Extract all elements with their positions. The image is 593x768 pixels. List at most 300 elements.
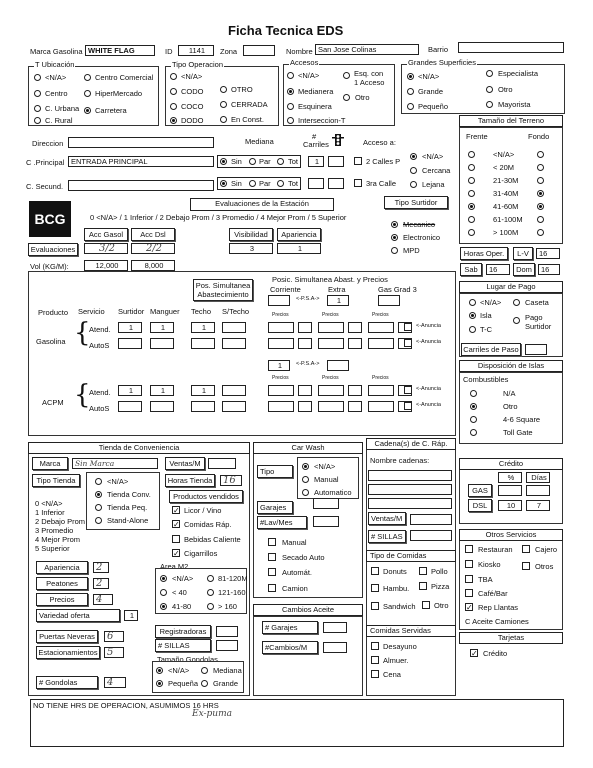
pos-simult-button[interactable]	[193, 279, 253, 301]
cambios-garajes-field[interactable]	[323, 622, 347, 633]
acpm-price-1-2[interactable]	[368, 401, 394, 412]
carwash-tipo-button[interactable]: Tipo	[257, 465, 293, 478]
marca-tienda-button[interactable]: Marca	[32, 457, 68, 470]
credito-dsl-dias[interactable]: 7	[526, 500, 550, 511]
terreno-opt-2: 21-30M	[493, 176, 519, 185]
ubicacion-hiper-radio[interactable]	[84, 90, 91, 97]
area-title: Area M2	[160, 562, 189, 571]
cw-auto-label: Automatico	[314, 488, 352, 497]
credito-gas-pct[interactable]	[498, 485, 522, 496]
registradoras-button[interactable]: Registradoras	[155, 625, 211, 638]
op-na-label: <N/A>	[181, 72, 203, 81]
psa-field0[interactable]	[268, 295, 290, 306]
gas-cell-1-0[interactable]	[118, 338, 142, 349]
surtidor-col-label: Surtidor	[118, 307, 145, 316]
gas-atend-label: Atend.	[89, 325, 111, 334]
terreno-opt-5: 61-100M	[493, 215, 523, 224]
eval-dsl-field[interactable]: 2/2	[131, 243, 175, 254]
ventas-tienda-field[interactable]	[208, 458, 236, 469]
cw-na-radio[interactable]	[302, 463, 309, 470]
vol-label: Vol (KG/M):	[30, 262, 69, 271]
horas-oper-button[interactable]: Horas Oper.	[460, 247, 508, 260]
zona-label: Zona	[220, 47, 238, 56]
sandwich-check[interactable]	[371, 602, 379, 610]
area-121-radio[interactable]	[207, 589, 214, 596]
gas-cell-1-2[interactable]	[191, 338, 215, 349]
frente-radio-2[interactable]	[468, 177, 475, 184]
puertas-button[interactable]: Puertas Neveras	[36, 630, 98, 643]
lav-button[interactable]: #Lav/Mes	[257, 516, 307, 529]
tarjetas-credito-label: Crédito	[483, 649, 508, 658]
sup-especialista-radio[interactable]	[486, 70, 493, 77]
acc-inter-radio[interactable]	[287, 117, 294, 124]
gasolina-brace: {	[74, 318, 91, 348]
acpm-price-0-0[interactable]	[268, 385, 294, 396]
bebidas-check[interactable]	[172, 535, 180, 543]
ventas-tienda-button[interactable]: Ventas/M	[165, 457, 205, 470]
cambios-m-button[interactable]: #Cambios/M	[262, 641, 318, 654]
surtidor-mecanico-radio[interactable]	[391, 221, 398, 228]
cambios-garajes-button[interactable]: # Garajes	[262, 621, 318, 634]
apariencia-button[interactable]: Apariencia	[277, 228, 321, 241]
surtidor-mpd-radio[interactable]	[391, 247, 398, 254]
op-na-radio[interactable]	[170, 73, 177, 80]
acc-otro-radio[interactable]	[343, 94, 350, 101]
acc-gasol-button[interactable]: Acc Gasol	[84, 228, 128, 241]
terreno-group	[459, 127, 563, 244]
gas-cell-1-3[interactable]	[222, 338, 246, 349]
acpm-price-0-1[interactable]	[318, 385, 344, 396]
acc-medianera-radio[interactable]	[287, 88, 294, 95]
garajes-button[interactable]: Garajes	[257, 501, 293, 514]
tipo-tienda-button[interactable]: Tipo Tienda	[32, 474, 80, 487]
ubicacion-na-radio[interactable]	[34, 74, 41, 81]
puertas-field[interactable]: 6	[104, 631, 124, 642]
principal-sin-radio[interactable]	[220, 158, 227, 165]
estacionamientos-field[interactable]: 5	[104, 647, 124, 658]
almuer-check[interactable]	[371, 656, 379, 664]
bcg-logo	[29, 201, 71, 237]
psa-label: <-P.S.A->	[296, 296, 320, 302]
acpm-cell-0-2[interactable]: 1	[191, 385, 215, 396]
ubicacion-cc-label: Centro Comercial	[95, 73, 154, 82]
eval-gasol-field[interactable]: 3/2	[84, 243, 128, 254]
nombre-field[interactable]: San Jose Colinas	[315, 44, 419, 55]
gas-anuncia-label-1: <-Anuncia	[416, 339, 441, 345]
gas-price-0-2[interactable]	[368, 322, 394, 333]
frente-radio-0[interactable]	[468, 151, 475, 158]
islas-radio-3[interactable]	[470, 429, 477, 436]
precios-tienda-button[interactable]: Precios	[36, 593, 88, 606]
area-160-radio[interactable]	[207, 603, 214, 610]
peatones-field[interactable]: 2	[93, 578, 109, 589]
cw-autom-check[interactable]	[268, 568, 276, 576]
acpm-cell-1-0[interactable]	[118, 401, 142, 412]
acceso-lejana-radio[interactable]	[410, 181, 417, 188]
acpm-price2-1-0[interactable]	[298, 401, 312, 412]
cadena-ventas-field[interactable]	[410, 514, 452, 525]
gondolas-field[interactable]: 4	[104, 677, 126, 688]
sillas-tienda-field[interactable]	[216, 640, 238, 651]
direccion-label: Direccion	[32, 139, 64, 148]
acpm-price-1-1[interactable]	[318, 401, 344, 412]
ubicacion-centro-radio[interactable]	[34, 90, 41, 97]
fondo-radio-1[interactable]	[537, 164, 544, 171]
area-81-radio[interactable]	[207, 575, 214, 582]
apariencia-tienda-button[interactable]: Apariencia	[36, 561, 88, 574]
gond-na-radio[interactable]	[156, 667, 163, 674]
gas-price-0-0[interactable]	[268, 322, 294, 333]
terreno-opt-0: <N/A>	[493, 150, 515, 159]
cw-manual-check[interactable]	[268, 538, 276, 546]
acc-na-radio[interactable]	[287, 72, 294, 79]
secund-sin-radio[interactable]	[220, 180, 227, 187]
gas-cell-0-3[interactable]	[222, 322, 246, 333]
gas-cell-0-0[interactable]: 1	[118, 322, 142, 333]
acpm-cell-0-1[interactable]: 1	[150, 385, 174, 396]
desayuno-check[interactable]	[371, 642, 379, 650]
carriles-secund-field2[interactable]	[328, 178, 344, 189]
acceso-cercana-radio[interactable]	[410, 167, 417, 174]
tipo-surtidor-button[interactable]: Tipo Surtidor	[384, 196, 448, 209]
tarjetas-title: Tarjetas	[459, 632, 563, 644]
gas-anuncia-check-1[interactable]	[404, 339, 412, 347]
acpm-anuncia-label-1: <-Anuncia	[416, 402, 441, 408]
acpm-anuncia-check-0[interactable]	[404, 386, 412, 394]
scale-1: 1 Inferior	[35, 508, 65, 517]
gondolas-button[interactable]: # Gondolas	[36, 676, 98, 689]
licor-check[interactable]: ✓	[173, 506, 180, 515]
barrio-field[interactable]	[458, 42, 564, 53]
gas-price-1-1[interactable]	[318, 338, 344, 349]
pago-isla-radio[interactable]	[469, 312, 476, 319]
acpm-price-1-0[interactable]	[268, 401, 294, 412]
area-4180-radio[interactable]	[160, 603, 167, 610]
horas-tienda-button[interactable]: Horas Tienda	[165, 474, 215, 487]
aceite-camiones-label: C Aceite Camiones	[465, 617, 529, 626]
op-codo-label: CODO	[181, 87, 204, 96]
fondo-radio-2[interactable]	[537, 177, 544, 184]
cigarrillos-label: Cigarrillos	[184, 549, 218, 558]
otros-check[interactable]	[522, 562, 530, 570]
acceso-lejana-label: Lejana	[422, 180, 445, 189]
lav-field[interactable]	[313, 516, 339, 527]
productos-vendidos-button[interactable]: Productos vendidos	[169, 490, 243, 503]
secund-tot-radio[interactable]	[277, 180, 284, 187]
area-160-label: > 160	[218, 602, 237, 611]
acpm-cell-1-3[interactable]	[222, 401, 246, 412]
marca-label: Marca Gasolina	[30, 47, 83, 56]
pago-na-radio[interactable]	[469, 299, 476, 306]
tba-check[interactable]	[465, 575, 473, 583]
acpm-cell-0-3[interactable]	[222, 385, 246, 396]
carriles-principal-field[interactable]: 1	[308, 156, 324, 167]
acpm-cell-1-1[interactable]	[150, 401, 174, 412]
id-field[interactable]: 1141	[178, 45, 214, 56]
estacionamientos-button[interactable]: Estacionamientos	[36, 646, 100, 659]
gas-price2-1-0[interactable]	[298, 338, 312, 349]
acpm-price2-0-1[interactable]	[348, 385, 362, 396]
op-coco-radio[interactable]	[170, 103, 177, 110]
secund-par-radio[interactable]	[249, 180, 256, 187]
credito-dsl-pct[interactable]: 10	[498, 500, 522, 511]
scale-0: 0 <N/A>	[35, 499, 63, 508]
traffic-light-icon	[331, 133, 345, 147]
acpm-anuncia-check-1[interactable]	[404, 402, 412, 410]
carriles-paso-field[interactable]	[525, 344, 547, 355]
cambios-m-field[interactable]	[323, 642, 347, 653]
cw-na-label: <N/A>	[314, 462, 336, 471]
gas-anuncia-check-0[interactable]	[404, 323, 412, 331]
psa-field2[interactable]	[378, 295, 400, 306]
vol-dsl-field[interactable]: 8,000	[131, 260, 175, 271]
ubicacion-rural-radio[interactable]	[34, 117, 41, 124]
acceso-na-label: <N/A>	[422, 152, 444, 161]
restauran-check[interactable]	[465, 545, 473, 553]
cw-secado-check[interactable]	[268, 553, 276, 561]
cena-check[interactable]	[371, 670, 379, 678]
tienda-na-radio[interactable]	[95, 478, 102, 485]
pago-caseta-label: Caseta	[525, 298, 549, 307]
horas-tienda-field[interactable]: 16	[220, 475, 242, 486]
sab-button[interactable]: Sab	[460, 263, 482, 276]
ubicacion-rural-label: C. Rural	[45, 116, 73, 125]
calle3-check[interactable]	[354, 179, 362, 187]
frente-radio-6[interactable]	[468, 229, 475, 236]
ubicacion-carretera-radio[interactable]	[84, 107, 91, 114]
variedad-field[interactable]: 1	[124, 610, 138, 621]
otro-comida-label: Otro	[434, 601, 449, 610]
area-81-label: 81-120M	[218, 574, 248, 583]
cafe-check[interactable]	[465, 589, 473, 597]
op-cerrada-radio[interactable]	[220, 101, 227, 108]
precios-tienda-field[interactable]: 4	[93, 594, 113, 605]
principal-par-radio[interactable]	[249, 158, 256, 165]
fondo-radio-4[interactable]	[537, 203, 544, 210]
op-codo-radio[interactable]	[170, 88, 177, 95]
acpm-price-0-2[interactable]	[368, 385, 394, 396]
sup-grande-radio[interactable]	[407, 88, 414, 95]
ubicacion-carretera-label: Carretera	[95, 106, 127, 115]
acceso-na-radio[interactable]	[410, 153, 417, 160]
acpm-psa-field[interactable]: 1	[268, 360, 290, 371]
fondo-radio-6[interactable]	[537, 229, 544, 236]
cadena-nombre-2[interactable]	[368, 484, 452, 495]
variedad-button[interactable]: Variedad oferta	[36, 609, 120, 622]
garajes-field[interactable]	[313, 498, 339, 509]
area-40-radio[interactable]	[160, 589, 167, 596]
acc-esq-label2: 1 Acceso	[354, 78, 385, 87]
sup-pequeno-label: Pequeño	[418, 102, 449, 111]
acpm-cell-0-0[interactable]: 1	[118, 385, 142, 396]
acc-esquinera-radio[interactable]	[287, 103, 294, 110]
pollo-check[interactable]	[419, 567, 427, 575]
marca-field[interactable]: WHITE FLAG	[85, 45, 155, 56]
donuts-label: Donuts	[383, 567, 407, 576]
acc-inter-label: Interseccion-T	[298, 116, 346, 125]
acpm-cell-1-2[interactable]	[191, 401, 215, 412]
gond-mediana-label: Mediana	[213, 666, 242, 675]
fondo-radio-5[interactable]	[537, 216, 544, 223]
carriles-paso-button[interactable]: Carriles de Paso	[461, 343, 521, 356]
pago-tc-radio[interactable]	[469, 326, 476, 333]
rep-llantas-check[interactable]: ✓	[466, 603, 473, 612]
frente-radio-5[interactable]	[468, 216, 475, 223]
cadena-nombre-1[interactable]	[368, 470, 452, 481]
pago-surtidor-radio[interactable]	[513, 317, 520, 324]
donuts-check[interactable]	[371, 567, 379, 575]
calles-check[interactable]	[354, 157, 362, 165]
pago-surtidor-label1: Pago	[525, 313, 543, 322]
gond-grande-label: Grande	[213, 679, 239, 688]
carriles-secund-field[interactable]	[308, 178, 324, 189]
dom-field[interactable]: 16	[538, 264, 560, 275]
vol-gasol-field[interactable]: 12,000	[84, 260, 128, 271]
op-enconst-radio[interactable]	[220, 116, 227, 123]
credito-gas-button[interactable]: GAS	[468, 484, 492, 497]
acpm-price2-0-0[interactable]	[298, 385, 312, 396]
acpm-anuncia-label-0: <-Anuncia	[416, 386, 441, 392]
cadena-nombre-3[interactable]	[368, 498, 452, 509]
area-na-radio[interactable]	[160, 575, 167, 582]
credito-dsl-button[interactable]: DSL	[468, 499, 492, 512]
cadena-ventas-button[interactable]: Ventas/M	[368, 512, 406, 525]
ubicacion-na-label: <N/A>	[45, 73, 67, 82]
visibilidad-button[interactable]: Visibilidad	[229, 228, 273, 241]
gond-grande-radio[interactable]	[201, 680, 208, 687]
acpm-price2-1-1[interactable]	[348, 401, 362, 412]
terreno-fondo: Fondo	[528, 132, 550, 141]
cajero-check[interactable]	[522, 545, 530, 553]
op-otro-radio[interactable]	[220, 86, 227, 93]
gond-pequena-radio[interactable]	[156, 680, 163, 687]
gas-price2-1-1[interactable]	[348, 338, 362, 349]
gond-mediana-radio[interactable]	[201, 667, 208, 674]
op-dodo-radio[interactable]	[170, 117, 177, 124]
gas-price-0-1[interactable]	[318, 322, 344, 333]
surtidor-electronico-label: Electronico	[403, 233, 441, 242]
sab-field[interactable]: 16	[486, 264, 510, 275]
pizza-check[interactable]	[419, 582, 427, 590]
sup-pequeno-radio[interactable]	[407, 103, 414, 110]
lv-field[interactable]: 16	[536, 248, 560, 259]
terreno-opt-4: 41-60M	[493, 202, 519, 211]
surtidor-electronico-radio[interactable]	[391, 234, 398, 241]
zona-field[interactable]	[243, 45, 275, 56]
sup-otro-radio[interactable]	[486, 86, 493, 93]
gas-cell-0-2[interactable]: 1	[191, 322, 215, 333]
tienda-peq-radio[interactable]	[95, 504, 102, 511]
psa-field[interactable]: 1	[327, 295, 349, 306]
acc-esq-radio[interactable]	[343, 72, 350, 79]
gond-na-label: <N/A>	[168, 666, 190, 675]
registradoras-field[interactable]	[216, 626, 238, 637]
gas-price2-0-0[interactable]	[298, 322, 312, 333]
gas-cell-1-1[interactable]	[150, 338, 174, 349]
c-secund-field[interactable]	[68, 180, 214, 191]
cadena-sillas-button[interactable]: # SILLAS	[368, 530, 406, 543]
hambu-check[interactable]	[371, 584, 379, 592]
cw-camion-check[interactable]	[268, 584, 276, 592]
techo-label: Techo	[191, 307, 212, 316]
islas-radio-1[interactable]	[470, 403, 477, 410]
sillas-tienda-button[interactable]: # SILLAS	[155, 639, 211, 652]
apar-value-field[interactable]: 1	[277, 243, 321, 254]
cw-manual-radio[interactable]	[302, 476, 309, 483]
acceso-cercana-label: Cercana	[422, 166, 451, 175]
acpm-psa-field2[interactable]	[327, 360, 349, 371]
cadena-sillas-field[interactable]	[410, 530, 452, 541]
acc-na-label: <N/A>	[298, 71, 320, 80]
lv-button[interactable]: L-V	[513, 247, 533, 260]
principal-tot-radio[interactable]	[277, 158, 284, 165]
carriles-label: Carriles	[303, 140, 329, 149]
ubicacion-urbana-radio[interactable]	[34, 105, 41, 112]
pizza-label: Pizza	[431, 582, 450, 591]
frente-radio-3[interactable]	[468, 190, 475, 197]
tienda-conv-radio[interactable]	[95, 491, 102, 498]
tarjetas-credito-check[interactable]: ✓	[471, 649, 478, 658]
pago-caseta-radio[interactable]	[513, 299, 520, 306]
apariencia-tienda-field[interactable]: 2	[93, 562, 109, 573]
sup-mayorista-radio[interactable]	[486, 101, 493, 108]
frente-radio-4[interactable]	[468, 203, 475, 210]
islas-opt-0: N/A	[503, 389, 516, 398]
tienda-stand-radio[interactable]	[95, 517, 102, 524]
gas-price2-0-1[interactable]	[348, 322, 362, 333]
pago-title: Lugar de Pago	[459, 281, 563, 293]
tipo-comidas-title: Tipo de Comidas	[366, 550, 456, 562]
peatones-button[interactable]: Peatones	[36, 577, 88, 590]
otro-comida-check[interactable]	[422, 601, 430, 609]
gas-price-1-2[interactable]	[368, 338, 394, 349]
carriles-principal-field2[interactable]	[328, 156, 344, 167]
calles-label: 2 Calles P	[366, 157, 401, 166]
kiosko-check[interactable]	[465, 560, 473, 568]
acpm-brace: {	[74, 380, 91, 410]
gas-price-1-0[interactable]	[268, 338, 294, 349]
cigarrillos-check[interactable]: ✓	[173, 549, 180, 558]
cw-manual-label: Manual	[314, 475, 339, 484]
acc-dsl-button[interactable]: Acc Dsl	[131, 228, 175, 241]
dom-button[interactable]: Dom	[513, 263, 535, 276]
cajero-label: Cajero	[535, 545, 558, 554]
ubicacion-cc-radio[interactable]	[84, 74, 91, 81]
operacion-title: Tipo Operacion	[172, 60, 223, 69]
credito-gas-dias[interactable]	[526, 485, 550, 496]
gas-cell-0-1[interactable]: 1	[150, 322, 174, 333]
cw-auto-radio[interactable]	[302, 489, 309, 496]
sup-na-radio[interactable]	[407, 73, 414, 80]
licor-label: Licor / Vino	[184, 506, 222, 515]
comidas-check[interactable]: ✓	[173, 520, 180, 529]
pos-simult-text1: Pos. Simultanea	[195, 281, 251, 290]
islas-radio-0[interactable]	[470, 390, 477, 397]
islas-radio-2[interactable]	[470, 416, 477, 423]
frente-radio-1[interactable]	[468, 164, 475, 171]
marca-tienda-field[interactable]: Sin Marca	[72, 458, 158, 469]
fondo-radio-0[interactable]	[537, 151, 544, 158]
fondo-radio-3[interactable]	[537, 190, 544, 197]
c-principal-field[interactable]: ENTRADA PRINCIPAL	[68, 156, 214, 167]
op-coco-label: COCO	[181, 102, 204, 111]
evaluaciones-button[interactable]: Evaluaciones	[28, 243, 78, 256]
cw-secado-label: Secado Auto	[282, 553, 325, 562]
direccion-field[interactable]	[68, 137, 214, 148]
visib-value-field[interactable]: 3	[229, 243, 273, 254]
surtidor-mpd-label: MPD	[403, 246, 420, 255]
cw-manual-check-label: Manual	[282, 538, 307, 547]
